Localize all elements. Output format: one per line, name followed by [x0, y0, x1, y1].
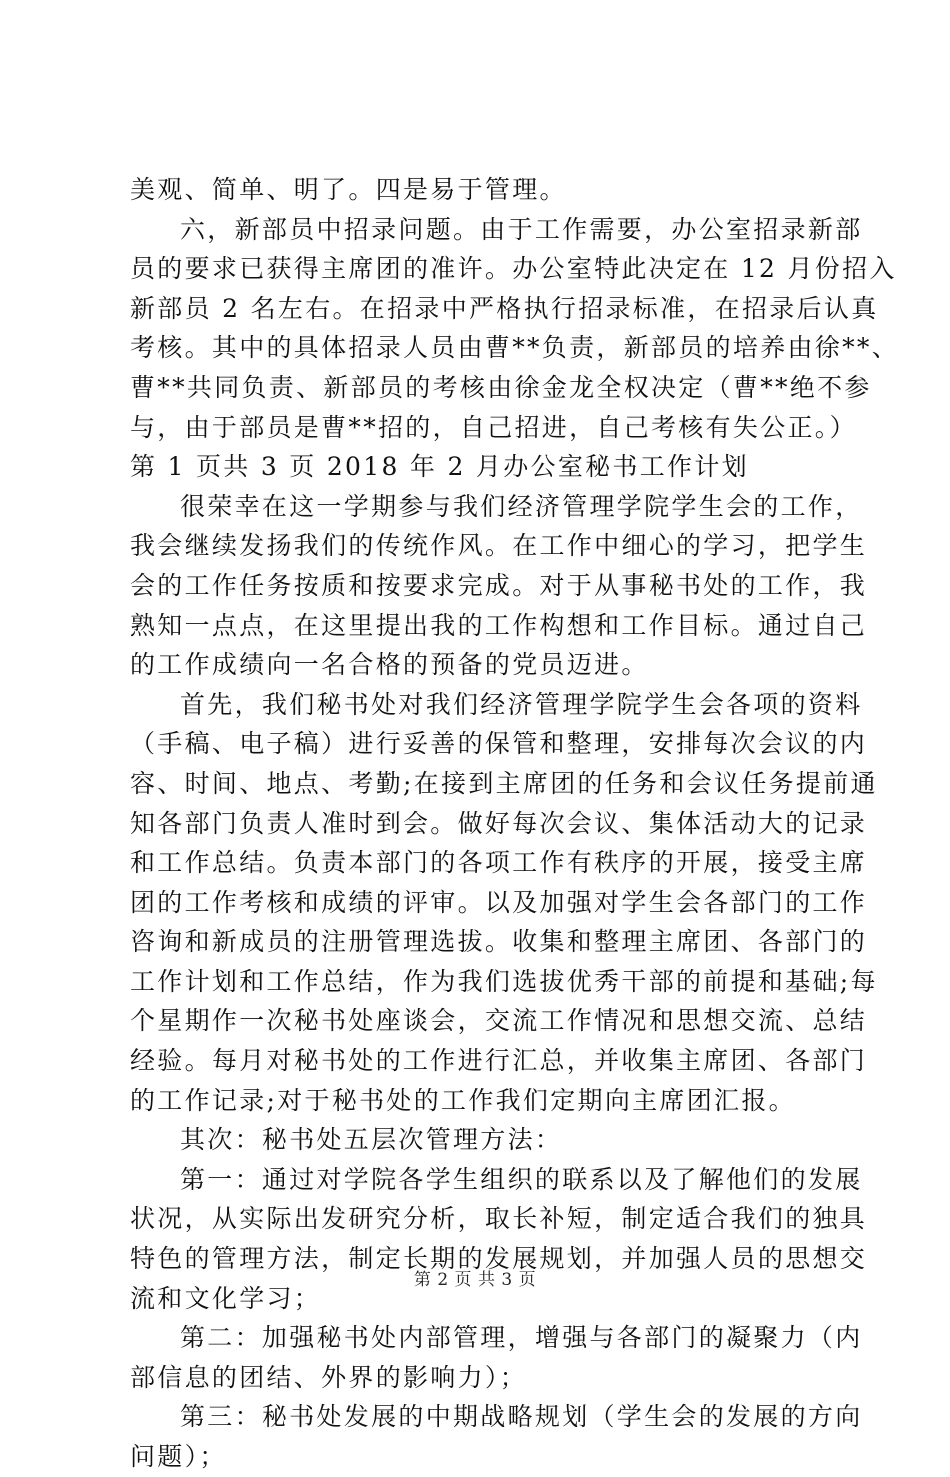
text-line: 六，新部员中招录问题。由于工作需要，办公室招录新部 — [180, 214, 863, 244]
text-line: 很荣幸在这一学期参与我们经济管理学院学生会的工作， — [180, 491, 863, 521]
text-line: 员的要求已获得主席团的准许。办公室特此决定在 12 月份招入 — [130, 254, 897, 284]
text-line: 部信息的团结、外界的影响力）； — [130, 1362, 528, 1392]
text-line: 个星期作一次秘书处座谈会，交流工作情况和思想交流、总结 — [130, 1006, 868, 1036]
text-line: 状况，从实际出发研究分析，取长补短，制定适合我们的独具 — [130, 1204, 868, 1234]
text-line: 经验。每月对秘书处的工作进行汇总，并收集主席团、各部门 — [130, 1046, 868, 1076]
text-line: 第三：秘书处发展的中期战略规划（学生会的发展的方向 — [180, 1402, 863, 1432]
page-footer: 第 2 页 共 3 页 — [413, 1270, 537, 1290]
text-line: 流和文化学习； — [130, 1283, 322, 1313]
text-line: 容、时间、地点、考勤;在接到主席团的任务和会议任务提前通 — [130, 768, 878, 798]
text-line: 熟知一点点，在这里提出我的工作构想和工作目标。通过自己 — [130, 610, 868, 640]
text-line: 首先，我们秘书处对我们经济管理学院学生会各项的资料 — [180, 689, 863, 719]
text-line: 工作计划和工作总结，作为我们选拔优秀干部的前提和基础;每 — [130, 966, 878, 996]
text-line: 第二：加强秘书处内部管理，增强与各部门的凝聚力（内 — [180, 1323, 863, 1353]
text-line: 团的工作考核和成绩的评审。以及加强对学生会各部门的工作 — [130, 887, 868, 917]
text-line: 咨询和新成员的注册管理选拔。收集和整理主席团、各部门的 — [130, 927, 868, 957]
text-line: 特色的管理方法，制定长期的发展规划，并加强人员的思想交 — [130, 1244, 868, 1274]
text-line: 问题）； — [130, 1442, 227, 1471]
text-line: 美观、简单、明了。四是易于管理。 — [130, 175, 567, 204]
text-line: 曹**共同负责、新部员的考核由徐金龙全权决定（曹**绝不参 — [130, 372, 872, 402]
text-line: 第 1 页共 3 页 2018 年 2 月办公室秘书工作计划 — [130, 452, 749, 482]
text-line: 和工作总结。负责本部门的各项工作有秩序的开展，接受主席 — [130, 848, 868, 878]
text-line: 会的工作任务按质和按要求完成。对于从事秘书处的工作，我 — [130, 570, 868, 600]
text-line: 我会继续发扬我们的传统作风。在工作中细心的学习，把学生 — [130, 531, 868, 561]
text-line: 考核。其中的具体招录人员由曹**负责，新部员的培养由徐**、 — [130, 333, 900, 363]
text-line: 与，由于部员是曹**招的，自己招进，自己考核有失公正。） — [130, 412, 857, 442]
text-line: 的工作成绩向一名合格的预备的党员迈进。 — [130, 650, 649, 680]
text-line: 其次：秘书处五层次管理方法： — [180, 1125, 563, 1155]
text-line: 新部员 2 名左右。在招录中严格执行招录标准，在招录后认真 — [130, 293, 879, 323]
text-line: 第一：通过对学院各学生组织的联系以及了解他们的发展 — [180, 1164, 863, 1194]
text-line: 知各部门负责人准时到会。做好每次会议、集体活动大的记录 — [130, 808, 868, 838]
text-line: 的工作记录;对于秘书处的工作我们定期向主席团汇报。 — [130, 1085, 796, 1115]
text-line: （手稿、电子稿）进行妥善的保管和整理，安排每次会议的内 — [130, 729, 868, 759]
